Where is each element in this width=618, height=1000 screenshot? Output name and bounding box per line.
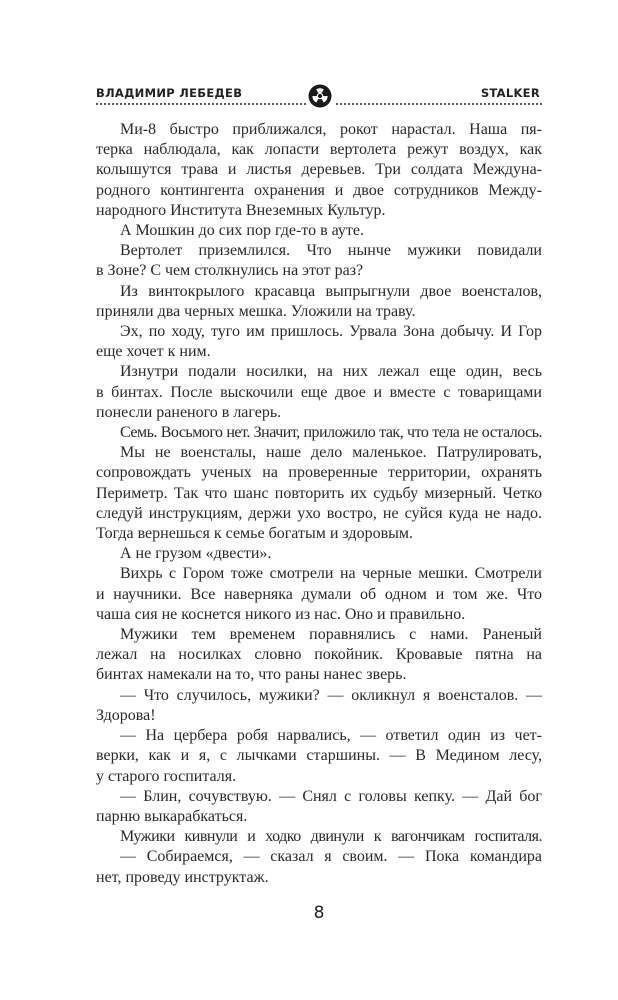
radiation-icon [308,84,332,108]
text-line: А Мошкин до сих пор где-то в ауте. [120,222,365,240]
text-line: Ми-8 быстро приближался, рокот нарастал. Наша пя- [120,121,542,138]
text-line: сопровождать ученых на проверенные территории, охранять [96,464,542,482]
text-line: нет, проведу инструктаж. [96,868,269,886]
running-head-author: ВЛАДИМИР ЛЕБЕДЕВ [96,86,243,100]
text-line: Мужики тем временем поравнялись с нами. Раненый [120,626,542,644]
text-line: Периметр. Так что шанс повторить их судьбу мизерный. Четко [96,484,542,502]
text-line: — Собираемся, — сказал я своим. — Пока командира [120,848,542,866]
text-line: Мужики кивнули и ходко двинули к вагончикам госпиталя. [120,828,542,846]
body-text [96,120,542,888]
text-line: — На цербера робя нарвались, — ответил один из чет- [120,727,542,745]
text-line: Вихрь с Гором тоже смотрели на черные мешки. Смотрели [120,565,542,583]
text-line: родного контингента охранения и двое сотрудников Между- [96,181,542,199]
text-line: понесли раненого в лагерь. [96,403,282,421]
text-line: Эх, по ходу, туго им пришлось. Урвала Зона добычу. И Гор [120,323,542,341]
text-line: приняли два черных мешка. Уложили на траву. [96,302,416,320]
header-dotted-rule-right [336,103,542,105]
text-line: А не грузом «двести». [120,545,272,563]
text-line: бинтах намекали на то, что раны нанес зверь. [96,666,407,684]
text-line: следуй инструкциям, держи ухо востро, не суйся куда не надо. [96,504,542,522]
text-line: еще хочет к ним. [96,343,211,361]
text-line: и научники. Все наверняка думали об одном и том же. Что [96,585,542,603]
running-head-series: STALKER [480,86,540,100]
text-line: в бинтах. После выскочили еще двое и вместе с товарищами [96,383,542,401]
text-line: — Что случилось, мужики? — окликнул я военсталов. — [120,686,542,704]
text-line: Тогда вернешься к семье богатым и здоровым. [96,525,413,543]
page-body [96,120,542,924]
header-dotted-rule-left [96,103,306,105]
text-line: в Зоне? С чем столкнулись на этот раз? [96,262,364,280]
text-line: Семь. Восьмого нет. Значит, приложило так, что тела не осталось. [120,424,542,442]
text-line: чаша сия не коснется никого из нас. Оно и правильно. [96,605,466,623]
page-number: 8 [313,902,325,923]
text-line: Из винтокрылого красавца выпрыгнули двое военсталов, [120,282,542,300]
text-line: Вертолет приземлился. Что нынче мужики повидали [120,242,542,260]
text-line: Здорова! [96,706,156,724]
text-line: парню выкарабкаться. [96,807,248,825]
text-line: лежал на носилках словно покойник. Кровавые пятна на [96,646,542,664]
text-line: колышутся трава и листья деревьев. Три солдата Междуна- [96,161,542,179]
text-line: терка наблюдала, как лопасти вертолета режут воздух, как [96,141,542,159]
text-line: у старого госпиталя. [96,767,237,785]
text-line: Изнутри подали носилки, на них лежал еще один, весь [120,363,542,381]
text-line: народного Института Внеземных Культур. [96,201,386,219]
text-line: Мы не военсталы, наше дело маленькое. Патрулировать, [120,444,542,462]
text-line: — Блин, сочувствую. — Снял с головы кепку. — Дай бог [120,787,542,805]
text-line: верки, как и я, с лычками старшины. — В Медином лесу, [96,747,542,765]
